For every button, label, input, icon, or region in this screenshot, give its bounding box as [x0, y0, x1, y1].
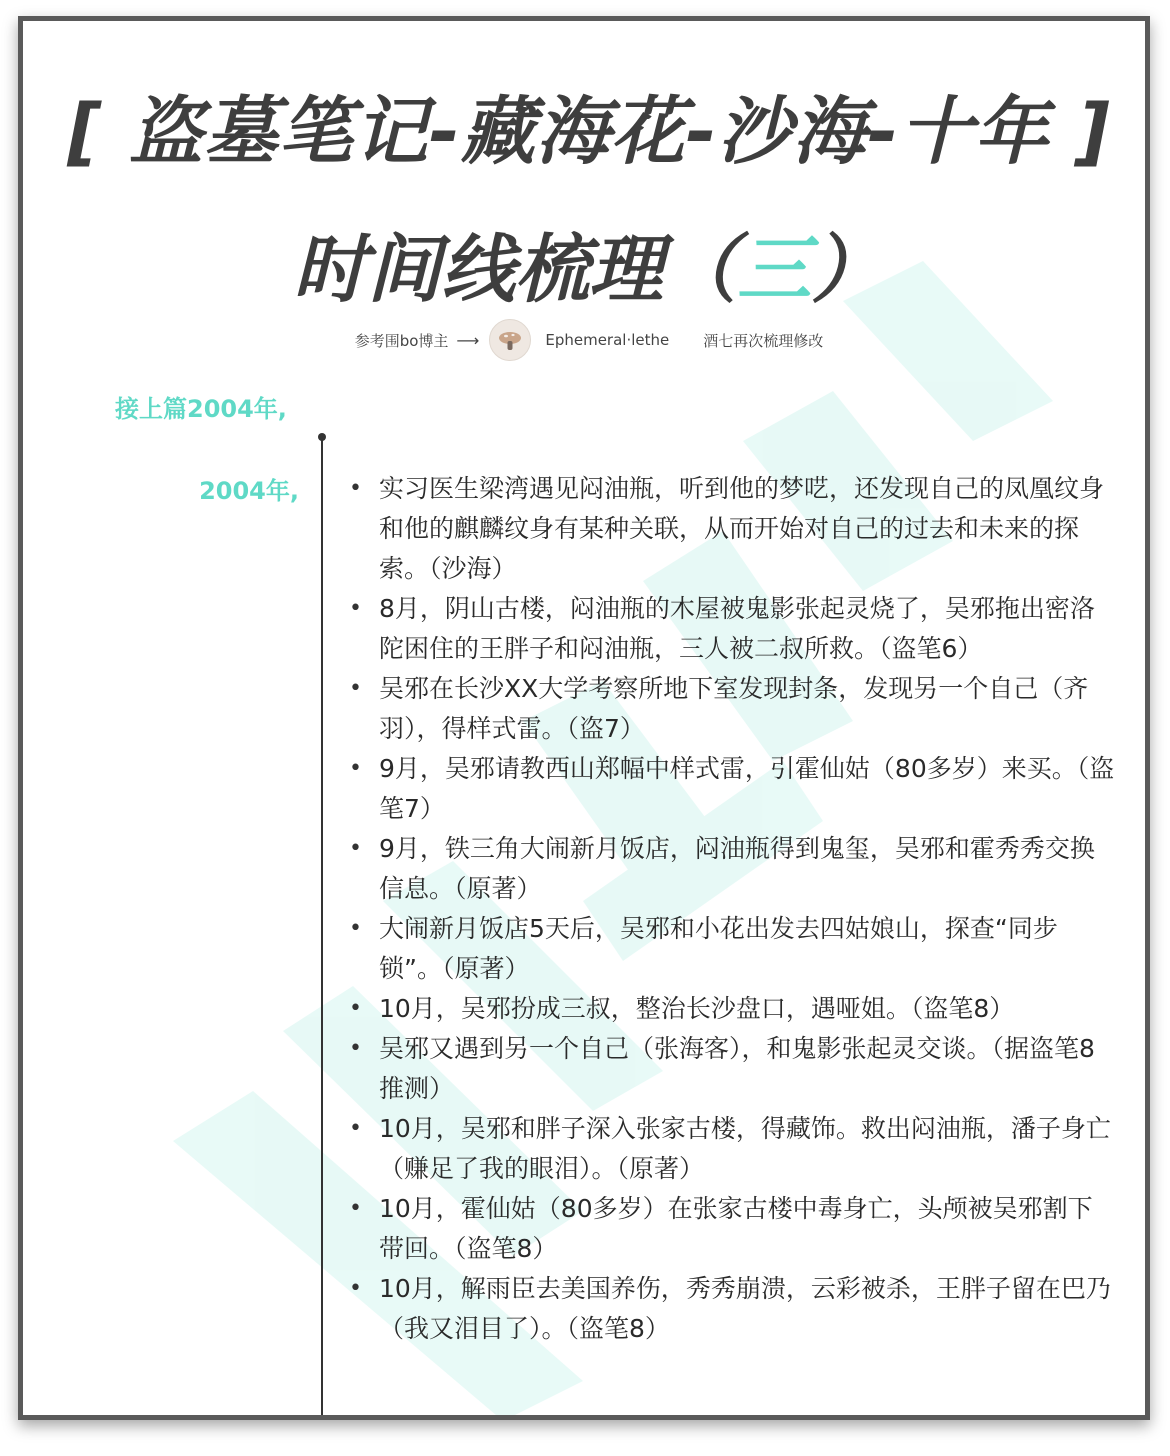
event-item: • 9月，吴邪请教西山郑幅中样式雷，引霍仙姑（80多岁）来买。（盗笔7） [345, 749, 1115, 829]
event-item: • 9月，铁三角大闹新月饭店，闷油瓶得到鬼玺，吴邪和霍秀秀交换信息。（原著） [345, 829, 1115, 909]
reference-label: 参考围bo博主 [354, 331, 449, 350]
event-item: • 吴邪又遇到另一个自己（张海客），和鬼影张起灵交谈。（据盗笔8推测） [345, 1029, 1115, 1109]
subtitle-end: ） [811, 227, 885, 313]
event-item: • 10月，吴邪和胖子深入张家古楼，得藏饰。救出闷油瓶，潘子身亡（赚足了我的眼泪）。（原著） [345, 1109, 1115, 1189]
event-item: • 实习医生梁湾遇见闷油瓶，听到他的梦呓，还发现自己的凤凰纹身和他的麒麟纹身有某种关联，从而开始对自己的过去和未来的探索。（沙海） [345, 469, 1115, 589]
subtitle-accent: 三 [737, 227, 811, 313]
year-label: 2004年, [199, 477, 299, 505]
author-name: Ephemeral·lethe [545, 331, 670, 349]
event-item: • 大闹新月饭店5天后，吴邪和小花出发去四姑娘山，探查“同步锁”。（原著） [345, 909, 1115, 989]
page-frame [18, 16, 1150, 1420]
mushroom-icon [495, 325, 525, 355]
arrow-right-icon: ⟶ [456, 330, 480, 350]
editor-note: 酒七再次梳理修改 [703, 331, 824, 350]
subtitle-main: 时间线梳理（ [293, 227, 737, 313]
event-item: • 吴邪在长沙XX大学考察所地下室发现封条，发现另一个自己（齐羽），得样式雷。（盗7） [345, 669, 1115, 749]
event-item: • 10月，吴邪扮成三叔，整治长沙盘口，遇哑姐。（盗笔8） [345, 989, 1115, 1029]
event-item: • 10月，解雨臣去美国养伤，秀秀崩溃，云彩被杀，王胖子留在巴乃（我又泪目了）。（盗笔8） [345, 1269, 1115, 1349]
credits-row [23, 319, 1150, 361]
event-list [345, 469, 1115, 1349]
page-subtitle [23, 211, 1150, 317]
mushroom-avatar-icon [489, 319, 531, 361]
event-item: • 8月，阴山古楼，闷油瓶的木屋被鬼影张起灵烧了，吴邪拖出密洛陀困住的王胖子和闷油瓶，三人被二叔所救。（盗笔6） [345, 589, 1115, 669]
event-item: • 10月，霍仙姑（80多岁）在张家古楼中毒身亡，头颅被吴邪割下带回。（盗笔8） [345, 1189, 1115, 1269]
page-title: [ 盗墓笔记-藏海花-沙海-十年 ] [67, 89, 1111, 175]
timeline-line [321, 439, 323, 1420]
intro-text: 接上篇2004年, [115, 395, 287, 423]
